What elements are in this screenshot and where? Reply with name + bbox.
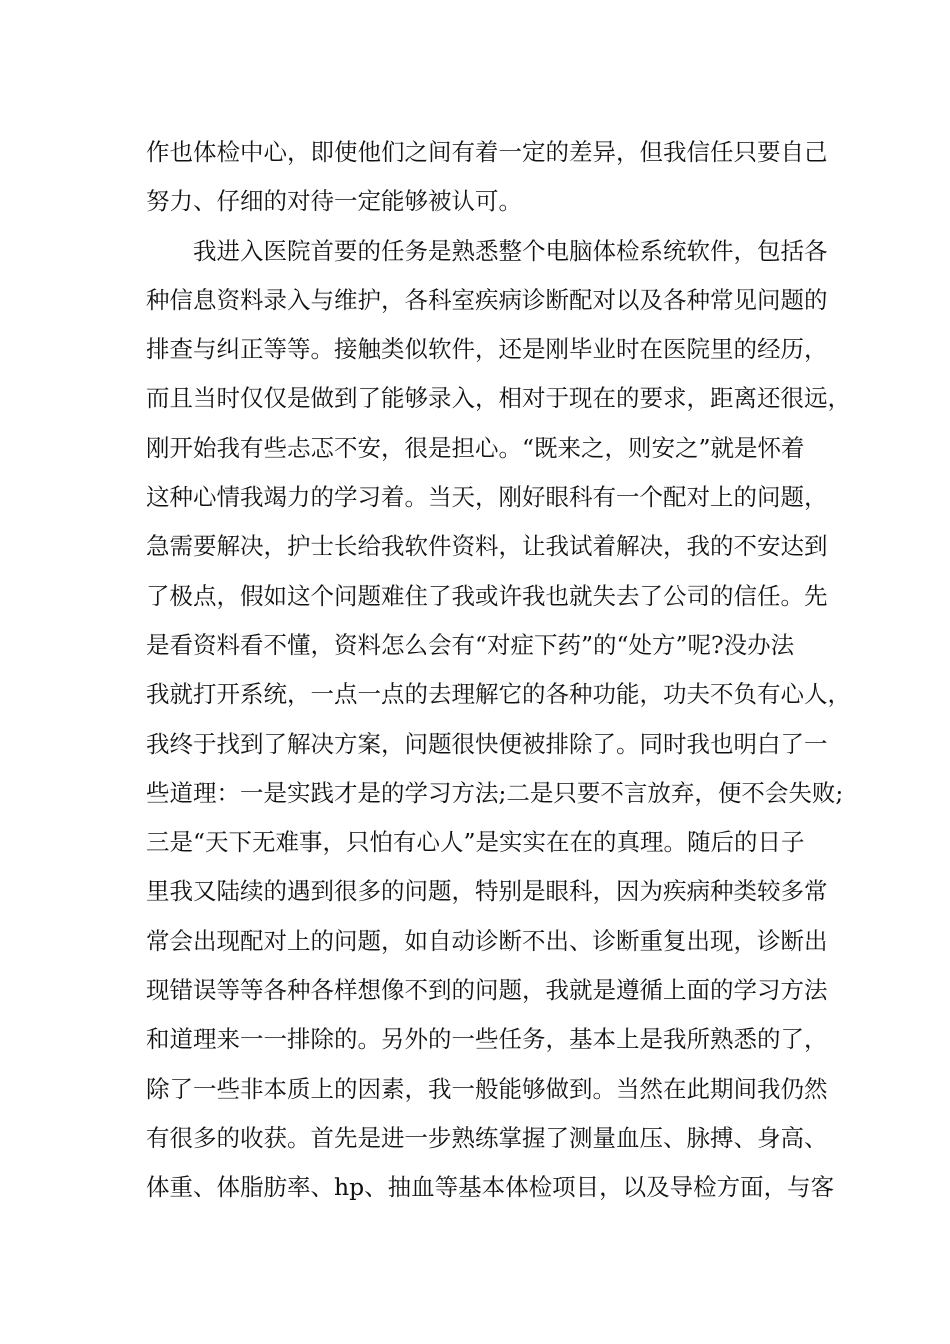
text-line: 这种心情我竭力的学习着。当天，刚好眼科有一个配对上的问题， [146,483,828,512]
text-line: 除了一些非本质上的因素，我一般能够做到。当然在此期间我仍然 [146,1074,828,1103]
text-line: 排查与纠正等等。接触类似软件，还是刚毕业时在医院里的经历， [146,335,828,364]
paragraph-first-line: 我进入医院首要的任务是熟悉整个电脑体检系统软件，包括各 [193,236,828,265]
text-line: 急需要解决，护士长给我软件资料，让我试着解决，我的不安达到 [146,532,828,561]
body-text [146,132,851,1217]
text-line: 我终于找到了解决方案，问题很快便被排除了。同时我也明白了一 [146,729,828,758]
text-line: 有很多的收获。首先是进一步熟练掌握了测量血压、脉搏、身高、 [146,1123,828,1152]
text-line: 些道理：一是实践才是的学习方法;二是只要不言放弃，便不会失败; [146,778,844,807]
text-line: 努力、仔细的对待一定能够被认可。 [146,187,522,216]
text-line: 三是“天下无难事，只怕有心人”是实实在在的真理。随后的日子 [146,828,805,857]
text-line: 体重、体脂肪率、hp、抽血等基本体检项目，以及导检方面，与客 [146,1173,835,1202]
text-line: 是看资料看不懂，资料怎么会有“对症下药”的“处方”呢?没办法 [146,630,795,659]
text-line: 里我又陆续的遇到很多的问题，特别是眼科，因为疾病种类较多常 [146,877,828,906]
text-line: 了极点，假如这个问题难住了我或许我也就失去了公司的信任。先 [146,581,828,610]
text-line: 常会出现配对上的问题，如自动诊断不出、诊断重复出现，诊断出 [146,926,828,955]
text-line: 而且当时仅仅是做到了能够录入，相对于现在的要求，距离还很远， [146,384,851,413]
text-line: 我就打开系统，一点一点的去理解它的各种功能，功夫不负有心人， [146,680,851,709]
text-line: 刚开始我有些忐忑不安，很是担心。“既来之，则安之”就是怀着 [146,433,805,462]
text-line: 现错误等等各种各样想像不到的问题，我就是遵循上面的学习方法 [146,976,828,1005]
text-line: 和道理来一一排除的。另外的一些任务，基本上是我所熟悉的了， [146,1025,828,1054]
text-line: 种信息资料录入与维护，各科室疾病诊断配对以及各种常见问题的 [146,285,828,314]
text-line: 作也体检中心，即使他们之间有着一定的差异，但我信任只要自己 [146,138,828,166]
